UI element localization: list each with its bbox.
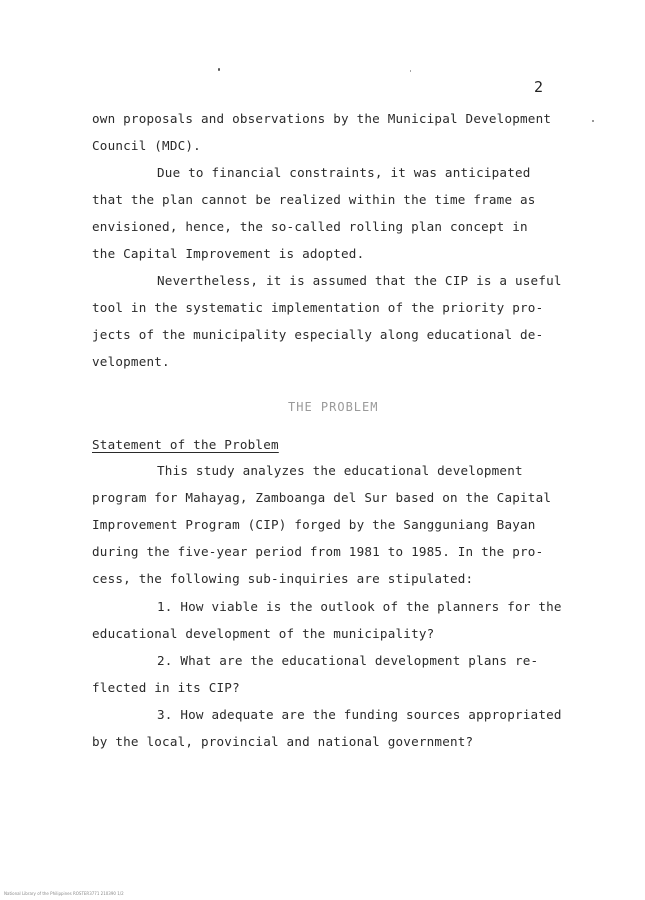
list-item: 1. How viable is the outlook of the planners for the [157,599,562,614]
subheading: Statement of the Problem [92,437,279,452]
paragraph-line: Due to financial constraints, it was anticipated [157,165,531,180]
paragraph-line: the Capital Improvement is adopted. [92,246,365,261]
paragraph-line: jects of the municipality especially along educational de- [92,327,544,342]
paragraph-line: by the local, provincial and national government? [92,734,474,749]
paragraph-line: flected in its CIP? [92,680,240,695]
paragraph-line: Improvement Program (CIP) forged by the Sangguniang Bayan [92,517,536,532]
list-item: 2. What are the educational development plans re- [157,653,539,668]
scan-speck [410,70,411,72]
paragraph-line: envisioned, hence, the so-called rolling plan concept in [92,219,528,234]
paragraph-line: velopment. [92,354,170,369]
page-number: 2 [534,78,544,96]
paragraph-line: that the plan cannot be realized within the time frame as [92,192,536,207]
paragraph-line: tool in the systematic implementation of the priority pro- [92,300,544,315]
paragraph-line: educational development of the municipality? [92,626,435,641]
paragraph-line: This study analyzes the educational development [157,463,523,478]
footer-watermark: National Library of the Philippines ROSTER3771 210390 1/2 [4,891,124,896]
paragraph-line: own proposals and observations by the Municipal Development [92,111,552,126]
paragraph-line: Nevertheless, it is assumed that the CIP is a useful [157,273,562,288]
paragraph-line: cess, the following sub-inquiries are stipulated: [92,571,474,586]
paragraph-line: during the five-year period from 1981 to 1985. In the pro- [92,544,544,559]
paragraph-line: program for Mahayag, Zamboanga del Sur based on the Capital [92,490,552,505]
scan-speck [218,68,220,71]
scan-speck [592,120,594,122]
list-item: 3. How adequate are the funding sources appropriated [157,707,562,722]
paragraph-line: Council (MDC). [92,138,201,153]
section-heading: THE PROBLEM [288,400,379,414]
